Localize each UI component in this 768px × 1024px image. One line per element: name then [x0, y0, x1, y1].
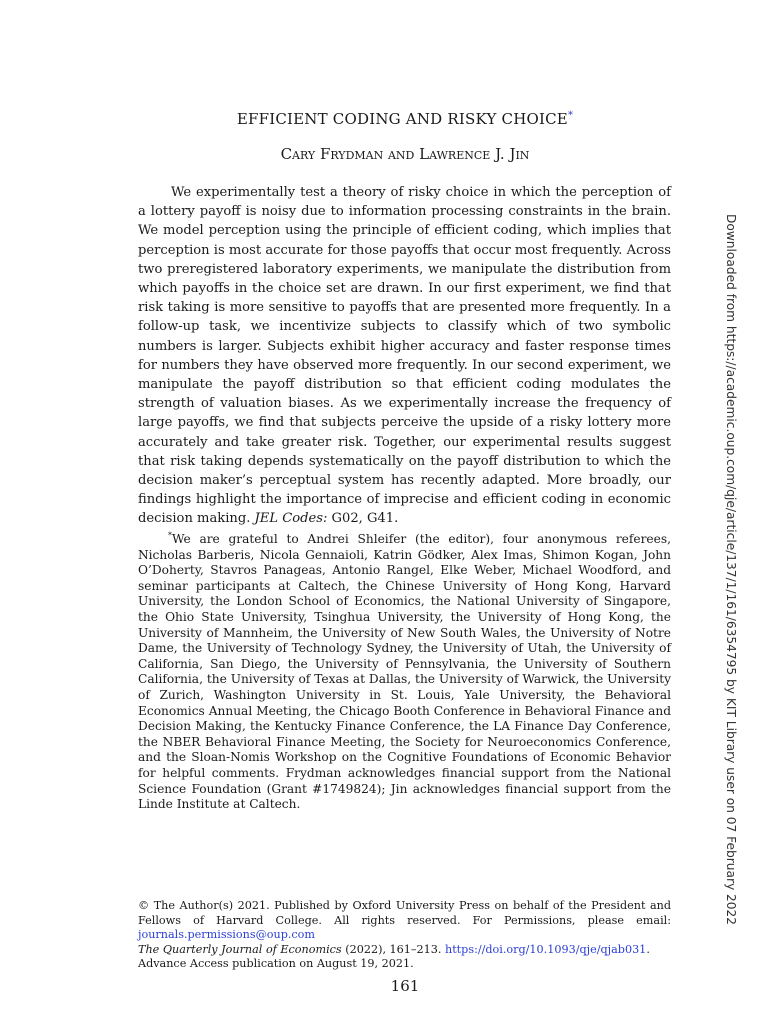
citation-line [138, 943, 671, 958]
title-footnote-link[interactable]: * [567, 110, 574, 121]
jel-label: JEL Codes: [254, 511, 328, 527]
footnote-mark: * [168, 531, 172, 540]
author-line: Cary Frydman and Lawrence J. Jin [280, 145, 530, 163]
acknowledgment-footnote [138, 528, 671, 813]
acknowledgment-text: We are grateful to Andrei Shleifer (the editor), four anonymous referees, Nicholas Barberis, Nicola Gennaioli, Katrin Gödker, Alex Imas, Shimon Kogan, John O’Doherty, Stavros Panageas, Antonio Rangel, Elke Weber, Michael Woodford, and seminar participants at Caltech, the Chinese University of Hong Kong, Harvard University, the London School of Economics, the National University of Singapore, the Ohio State University, Tsinghua University, the University of Hong Kong, the University of Mannheim, the University of New South Wales, the University of Notre Dame, the University of Technology Sydney, the University of Utah, the University of California, San Diego, the University of Pennsylvania, the University of Southern California, the University of Texas at Dallas, the University of Warwick, the University of Zurich, Washington University in St. Louis, Yale University, the Behavioral Economics Annual Meeting, the Chicago Booth Conference in Behavioral Finance and Decision Making, the Kentucky Finance Conference, the LA Finance Day Conference, the NBER Behavioral Finance Meeting, the Society for Neuroeconomics Conference, and the Sloan-Nomis Workshop on the Cognitive Foundations of Economic Behavior for helpful comments. Frydman acknowledges financial support from the National Science Foundation (Grant #1749824); Jin acknowledges financial support from the Linde Institute at Caltech. [138, 532, 671, 812]
doi-link[interactable]: https://doi.org/10.1093/qje/qjab031 [444, 942, 647, 956]
permissions-email-link[interactable]: journals.permissions@oup.com [138, 928, 316, 941]
advance-access-line: Advance Access publication on August 19, 2021. [138, 957, 414, 970]
copyright-text: © The Author(s) 2021. Published by Oxford University Press on behalf of the President and Fellows of Harvard College. All rights reserved. For Permissions, please email: [138, 899, 671, 927]
download-watermark-text: Downloaded from https://academic.oup.com/qje/article/137/1/161/6354795 by KIT Library user on 07 February 2022 [724, 214, 738, 926]
citation-text: (2022), 161–213. [341, 942, 445, 956]
paper-title [0, 110, 768, 128]
abstract [138, 183, 671, 529]
journal-name: The Quarterly Journal of Economics [138, 942, 342, 956]
copyright-notice [138, 899, 671, 943]
paper-title-text: EFFICIENT CODING AND RISKY CHOICE [236, 110, 568, 128]
abstract-body: We experimentally test a theory of risky choice in which the perception of a lottery payoff is noisy due to information processing constraints in the brain. We model perception using the principle of efficient coding, which implies that perception is most accurate for those payoffs that occur most frequently. Across two preregistered laboratory experiments, we manipulate the distribution from which payoffs in the choice set are drawn. In our first experiment, we find that risk taking is more sensitive to payoffs that are presented more frequently. In a follow-up task, we incentivize subjects to classify which of two symbolic numbers is larger. Subjects exhibit higher accuracy and faster response times for numbers they have observed more frequently. In our second experiment, we manipulate the payoff distribution so that efficient coding modulates the strength of valuation biases. As we experimentally increase the frequency of large payoffs, we find that subjects perceive the upside of a risky lottery more accurately and take greater risk. Together, our experimental results suggest that risk taking depends systematically on the payoff distribution to which the decision maker’s perceptual system has recently adapted. More broadly, our findings highlight the importance of imprecise and efficient coding in economic decision making. [138, 185, 671, 527]
download-watermark [722, 214, 740, 926]
page-number: 161 [390, 977, 420, 995]
publication-footer [138, 899, 671, 972]
jel-codes: G02, G41. [331, 511, 399, 527]
citation-end: . [646, 942, 650, 956]
